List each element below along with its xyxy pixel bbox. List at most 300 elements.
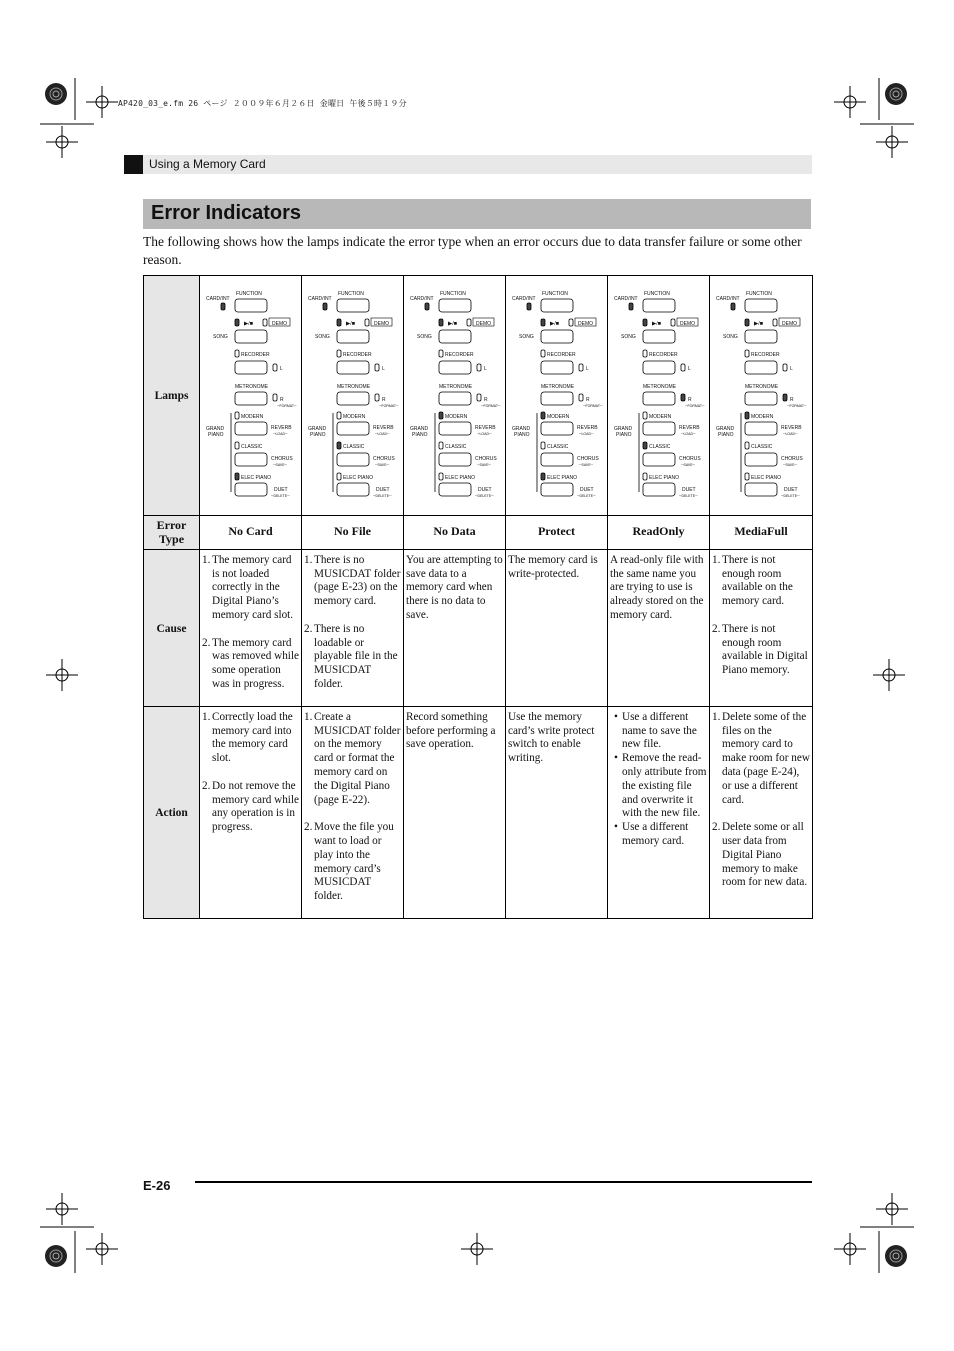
- footer-rule: [195, 1181, 812, 1183]
- piano-label: PIANO: [514, 432, 530, 438]
- cause-cell: [200, 549, 302, 706]
- bullet-icon: •: [614, 752, 618, 765]
- lamp-card-indicator: [323, 303, 327, 310]
- metronome-label: METRONOME: [337, 384, 371, 390]
- lamp-play-indicator: [337, 319, 341, 326]
- elec-piano-label: ELEC PIANO: [547, 475, 578, 481]
- format-label: ─FORMAT─: [481, 404, 501, 408]
- lamp-modern-indicator: [439, 412, 443, 419]
- list-item: [712, 623, 810, 678]
- section-header: [124, 155, 812, 174]
- lamp-panel-diagram: [404, 276, 504, 510]
- grand-label: GRAND: [614, 426, 633, 432]
- demo-label: DEMO: [476, 321, 491, 327]
- list-number: 1.: [712, 553, 721, 566]
- l-label: L: [688, 366, 691, 372]
- classic-label: CLASSIC: [241, 444, 263, 450]
- chorus-label: CHORUS: [373, 456, 395, 462]
- list-item: [202, 780, 299, 835]
- action-text: Use the memory card’s write protect switch to enable writing.: [508, 710, 595, 765]
- recorder-button: [643, 361, 675, 374]
- song-label: SONG: [723, 334, 738, 340]
- file-header-line: AP420_03_e.fm 26 ページ ２００９年６月２６日 金曜日 午後５時１９分: [118, 99, 407, 108]
- intro-paragraph: The following shows how the lamps indicate the error type when an error occurs due to data transfer failure or some other reason.: [143, 234, 802, 267]
- classic-label: CLASSIC: [547, 444, 569, 450]
- action-cell: [608, 706, 710, 918]
- chorus-label: CHORUS: [475, 456, 497, 462]
- lamp-recorder-indicator: [235, 350, 239, 357]
- function-button: [643, 299, 675, 312]
- cause-cell: [302, 549, 404, 706]
- action-row: [144, 706, 813, 918]
- play-stop-label: ▶/■: [652, 321, 662, 327]
- l-label: L: [382, 366, 385, 372]
- row-header-cause: Cause: [144, 549, 200, 706]
- metronome-label: METRONOME: [643, 384, 677, 390]
- lamps-row: [144, 276, 813, 516]
- lamp-r-indicator: [681, 394, 685, 401]
- action-list: [610, 711, 707, 849]
- lamp-modern-indicator: [337, 412, 341, 419]
- bullet-icon: •: [614, 710, 618, 723]
- list-item: [304, 554, 401, 609]
- card-int-label: CARD/INT: [614, 296, 638, 302]
- modern-button: [337, 422, 369, 435]
- error-type-cell: Protect: [506, 515, 608, 549]
- lamp-recorder-indicator: [643, 350, 647, 357]
- lamp-r-indicator: [477, 394, 481, 401]
- modern-button: [235, 422, 267, 435]
- lamp-panel-diagram: [302, 276, 402, 510]
- lamp-demo-indicator: [569, 319, 573, 326]
- function-button: [745, 299, 777, 312]
- lamp-play-indicator: [235, 319, 239, 326]
- cause-list: [712, 554, 810, 678]
- metronome-button: [541, 392, 573, 405]
- lamp-play-indicator: [745, 319, 749, 326]
- delete-label: ─DELETE─: [781, 494, 800, 498]
- chorus-label: CHORUS: [679, 456, 701, 462]
- page-number: E-26: [143, 1178, 171, 1193]
- list-item: [304, 623, 401, 692]
- play-stop-label: ▶/■: [754, 321, 764, 327]
- reverb-label: REVERB: [271, 425, 292, 431]
- function-button: [337, 299, 369, 312]
- action-text: Record something before performing a save operation.: [406, 710, 496, 751]
- classic-button: [745, 453, 777, 466]
- lamp-l-indicator: [375, 364, 379, 371]
- demo-label: DEMO: [680, 321, 695, 327]
- lamp-classic-indicator: [235, 442, 239, 449]
- r-label: R: [688, 397, 692, 403]
- recorder-button: [745, 361, 777, 374]
- classic-button: [541, 453, 573, 466]
- action-list: [202, 711, 299, 835]
- elec-piano-label: ELEC PIANO: [445, 475, 476, 481]
- r-label: R: [586, 397, 590, 403]
- elec-piano-button: [541, 483, 573, 496]
- error-type-cell: MediaFull: [710, 515, 813, 549]
- cause-list: [202, 554, 299, 692]
- list-item-text: Create a MUSICDAT folder on the memory card or format the memory card on the Digital Piano (page E-22).: [314, 710, 401, 806]
- recorder-label: RECORDER: [751, 352, 780, 358]
- lamp-recorder-indicator: [337, 350, 341, 357]
- metronome-button: [745, 392, 777, 405]
- elec-piano-button: [439, 483, 471, 496]
- modern-button: [439, 422, 471, 435]
- recorder-label: RECORDER: [241, 352, 270, 358]
- lamp-demo-indicator: [263, 319, 267, 326]
- recorder-label: RECORDER: [649, 352, 678, 358]
- list-item-text: There is not enough room available in Digital Piano memory.: [722, 622, 808, 677]
- metronome-label: METRONOME: [235, 384, 269, 390]
- action-cell: [200, 706, 302, 918]
- lamp-panel-diagram: [710, 276, 810, 510]
- r-label: R: [280, 397, 284, 403]
- save-label: ─SAVE─: [681, 463, 696, 467]
- metronome-label: METRONOME: [541, 384, 575, 390]
- song-label: SONG: [213, 334, 228, 340]
- r-label: R: [790, 397, 794, 403]
- modern-button: [541, 422, 573, 435]
- classic-label: CLASSIC: [649, 444, 671, 450]
- classic-button: [235, 453, 267, 466]
- lamp-card-indicator: [221, 303, 225, 310]
- action-list: [304, 711, 401, 904]
- list-item-text: Correctly load the memory card into the memory card slot.: [212, 710, 293, 765]
- action-cell: [404, 706, 506, 918]
- cause-cell: [506, 549, 608, 706]
- metronome-button: [643, 392, 675, 405]
- recorder-label: RECORDER: [547, 352, 576, 358]
- l-label: L: [586, 366, 589, 372]
- lamp-panel-diagram: [506, 276, 606, 510]
- recorder-button: [235, 361, 267, 374]
- list-number: 1.: [304, 553, 313, 566]
- delete-label: ─DELETE─: [577, 494, 596, 498]
- save-label: ─SAVE─: [273, 463, 288, 467]
- function-label: FUNCTION: [338, 291, 364, 297]
- cause-cell: [710, 549, 813, 706]
- piano-label: PIANO: [412, 432, 428, 438]
- song-button: [643, 330, 675, 343]
- play-stop-label: ▶/■: [550, 321, 560, 327]
- list-item-text: Delete some of the files on the memory card to make room for new data (page E-24), or use a different card.: [722, 710, 810, 806]
- lamp-recorder-indicator: [541, 350, 545, 357]
- save-label: ─SAVE─: [783, 463, 798, 467]
- lamp-play-indicator: [643, 319, 647, 326]
- load-label: ─LOAD─: [375, 432, 390, 436]
- song-button: [235, 330, 267, 343]
- play-stop-label: ▶/■: [244, 321, 254, 327]
- modern-label: MODERN: [649, 414, 672, 420]
- format-label: ─FORMAT─: [379, 404, 399, 408]
- list-item: [712, 554, 810, 609]
- modern-label: MODERN: [241, 414, 264, 420]
- grand-label: GRAND: [206, 426, 225, 432]
- list-item: [202, 554, 299, 623]
- lamp-recorder-indicator: [439, 350, 443, 357]
- song-label: SONG: [315, 334, 330, 340]
- cause-row: [144, 549, 813, 706]
- metronome-button: [235, 392, 267, 405]
- recorder-button: [541, 361, 573, 374]
- function-button: [235, 299, 267, 312]
- lamp-panel-cell: [710, 276, 813, 516]
- save-label: ─SAVE─: [375, 463, 390, 467]
- list-number: 2.: [202, 779, 211, 792]
- reverb-label: REVERB: [679, 425, 700, 431]
- lamp-demo-indicator: [467, 319, 471, 326]
- reverb-label: REVERB: [475, 425, 496, 431]
- action-cell: [710, 706, 813, 918]
- list-item-text: Delete some or all user data from Digital Piano memory to make room for new data.: [722, 821, 808, 889]
- row-header-error-type-line2: Type: [158, 532, 185, 547]
- action-cell: [302, 706, 404, 918]
- list-number: 2.: [304, 622, 313, 635]
- list-item-text: Use a different memory card.: [622, 821, 689, 847]
- song-label: SONG: [621, 334, 636, 340]
- function-button: [439, 299, 471, 312]
- grand-label: GRAND: [512, 426, 531, 432]
- list-number: 2.: [712, 622, 721, 635]
- lamp-r-indicator: [579, 394, 583, 401]
- list-item: [610, 752, 707, 821]
- duet-label: DUET: [274, 487, 288, 493]
- function-label: FUNCTION: [746, 291, 772, 297]
- duet-label: DUET: [376, 487, 390, 493]
- card-int-label: CARD/INT: [308, 296, 332, 302]
- duet-label: DUET: [478, 487, 492, 493]
- list-number: 1.: [202, 710, 211, 723]
- song-label: SONG: [417, 334, 432, 340]
- lamp-r-indicator: [273, 394, 277, 401]
- grand-label: GRAND: [308, 426, 327, 432]
- l-label: L: [484, 366, 487, 372]
- elec-piano-label: ELEC PIANO: [649, 475, 680, 481]
- lamp-panel-cell: [608, 276, 710, 516]
- song-label: SONG: [519, 334, 534, 340]
- elec-piano-label: ELEC PIANO: [343, 475, 374, 481]
- action-list: [712, 711, 810, 890]
- page-title: Error Indicators: [151, 202, 302, 224]
- format-label: ─FORMAT─: [787, 404, 807, 408]
- list-item: [610, 711, 707, 752]
- duet-label: DUET: [784, 487, 798, 493]
- classic-button: [337, 453, 369, 466]
- grand-label: GRAND: [410, 426, 429, 432]
- lamp-elec-indicator: [643, 473, 647, 480]
- action-cell: [506, 706, 608, 918]
- load-label: ─LOAD─: [783, 432, 798, 436]
- card-int-label: CARD/INT: [716, 296, 740, 302]
- card-int-label: CARD/INT: [410, 296, 434, 302]
- lamp-l-indicator: [477, 364, 481, 371]
- list-item: [712, 711, 810, 808]
- delete-label: ─DELETE─: [373, 494, 392, 498]
- lamp-l-indicator: [681, 364, 685, 371]
- lamp-classic-indicator: [439, 442, 443, 449]
- list-item-text: There is not enough room available on the memory card.: [722, 553, 793, 608]
- recorder-label: RECORDER: [343, 352, 372, 358]
- modern-label: MODERN: [547, 414, 570, 420]
- classic-label: CLASSIC: [445, 444, 467, 450]
- demo-label: DEMO: [374, 321, 389, 327]
- lamp-demo-indicator: [671, 319, 675, 326]
- list-number: 2.: [304, 821, 313, 834]
- modern-label: MODERN: [343, 414, 366, 420]
- chorus-label: CHORUS: [271, 456, 293, 462]
- classic-label: CLASSIC: [343, 444, 365, 450]
- metronome-label: METRONOME: [439, 384, 473, 390]
- duet-label: DUET: [580, 487, 594, 493]
- list-number: 2.: [202, 636, 211, 649]
- lamp-play-indicator: [439, 319, 443, 326]
- save-label: ─SAVE─: [477, 463, 492, 467]
- elec-piano-button: [235, 483, 267, 496]
- function-label: FUNCTION: [236, 291, 262, 297]
- row-header-error-type: [144, 515, 200, 549]
- list-item-text: There is no loadable or playable file in the MUSICDAT folder.: [314, 622, 398, 690]
- modern-button: [745, 422, 777, 435]
- lamp-classic-indicator: [541, 442, 545, 449]
- r-label: R: [484, 397, 488, 403]
- l-label: L: [280, 366, 283, 372]
- error-indicators-table: [143, 275, 813, 919]
- elec-piano-label: ELEC PIANO: [751, 475, 782, 481]
- song-button: [745, 330, 777, 343]
- elec-piano-button: [337, 483, 369, 496]
- function-label: FUNCTION: [440, 291, 466, 297]
- section-label: Using a Memory Card: [149, 157, 266, 171]
- error-type-cell: No Data: [404, 515, 506, 549]
- play-stop-label: ▶/■: [448, 321, 458, 327]
- cause-text: A read-only file with the same name you are trying to use is already stored on the memory card.: [610, 553, 704, 621]
- list-item: [712, 821, 810, 890]
- list-number: 1.: [304, 710, 313, 723]
- r-label: R: [382, 397, 386, 403]
- metronome-label: METRONOME: [745, 384, 779, 390]
- format-label: ─FORMAT─: [685, 404, 705, 408]
- list-item-text: Move the file you want to load or play into the memory card’s MUSICDAT folder.: [314, 821, 394, 903]
- list-number: 1.: [202, 553, 211, 566]
- lamp-r-indicator: [375, 394, 379, 401]
- lamp-play-indicator: [541, 319, 545, 326]
- list-item-text: There is no MUSICDAT folder (page E-23) on the memory card.: [314, 553, 401, 608]
- card-int-label: CARD/INT: [206, 296, 230, 302]
- row-header-lamps: Lamps: [144, 276, 200, 516]
- metronome-button: [337, 392, 369, 405]
- lamp-panel-cell: [506, 276, 608, 516]
- list-item-text: The memory card is not loaded correctly in the Digital Piano’s memory card slot.: [212, 553, 294, 621]
- play-stop-label: ▶/■: [346, 321, 356, 327]
- error-type-cell: No File: [302, 515, 404, 549]
- page-title-bar: [143, 199, 811, 229]
- elec-piano-button: [643, 483, 675, 496]
- list-item: [202, 711, 299, 766]
- load-label: ─LOAD─: [681, 432, 696, 436]
- duet-label: DUET: [682, 487, 696, 493]
- lamp-card-indicator: [731, 303, 735, 310]
- modern-button: [643, 422, 675, 435]
- row-header-action: Action: [144, 706, 200, 918]
- modern-label: MODERN: [445, 414, 468, 420]
- list-number: 1.: [712, 710, 721, 723]
- function-label: FUNCTION: [542, 291, 568, 297]
- grand-label: GRAND: [716, 426, 735, 432]
- lamp-panel-diagram: [608, 276, 708, 510]
- list-item-text: The memory card was removed while some operation was in progress.: [212, 636, 299, 690]
- demo-label: DEMO: [782, 321, 797, 327]
- load-label: ─LOAD─: [273, 432, 288, 436]
- elec-piano-label: ELEC PIANO: [241, 475, 272, 481]
- modern-label: MODERN: [751, 414, 774, 420]
- load-label: ─LOAD─: [579, 432, 594, 436]
- lamp-panel-cell: [302, 276, 404, 516]
- lamp-elec-indicator: [337, 473, 341, 480]
- lamp-panel-cell: [200, 276, 302, 516]
- bullet-icon: •: [614, 821, 618, 834]
- lamp-l-indicator: [783, 364, 787, 371]
- elec-piano-button: [745, 483, 777, 496]
- lamp-recorder-indicator: [745, 350, 749, 357]
- lamp-panel-cell: [404, 276, 506, 516]
- lamp-elec-indicator: [235, 473, 239, 480]
- list-item-text: Use a different name to save the new file.: [622, 710, 697, 751]
- error-type-cell: ReadOnly: [608, 515, 710, 549]
- classic-button: [439, 453, 471, 466]
- lamp-card-indicator: [527, 303, 531, 310]
- function-label: FUNCTION: [644, 291, 670, 297]
- lamp-demo-indicator: [773, 319, 777, 326]
- card-int-label: CARD/INT: [512, 296, 536, 302]
- format-label: ─FORMAT─: [583, 404, 603, 408]
- piano-label: PIANO: [208, 432, 224, 438]
- lamp-elec-indicator: [745, 473, 749, 480]
- classic-label: CLASSIC: [751, 444, 773, 450]
- lamp-modern-indicator: [541, 412, 545, 419]
- delete-label: ─DELETE─: [271, 494, 290, 498]
- lamp-card-indicator: [425, 303, 429, 310]
- lamp-modern-indicator: [745, 412, 749, 419]
- lamp-modern-indicator: [643, 412, 647, 419]
- cause-text: You are attempting to save data to a memory card when there is no data to save.: [406, 553, 503, 621]
- piano-label: PIANO: [718, 432, 734, 438]
- delete-label: ─DELETE─: [475, 494, 494, 498]
- recorder-button: [439, 361, 471, 374]
- lamp-r-indicator: [783, 394, 787, 401]
- reverb-label: REVERB: [781, 425, 802, 431]
- song-button: [541, 330, 573, 343]
- lamp-l-indicator: [273, 364, 277, 371]
- format-label: ─FORMAT─: [277, 404, 297, 408]
- demo-label: DEMO: [578, 321, 593, 327]
- reverb-label: REVERB: [373, 425, 394, 431]
- l-label: L: [790, 366, 793, 372]
- lamp-card-indicator: [629, 303, 633, 310]
- chorus-label: CHORUS: [781, 456, 803, 462]
- list-item: [202, 637, 299, 692]
- lamp-modern-indicator: [235, 412, 239, 419]
- list-item-text: Remove the read-only attribute from the existing file and overwrite it with the new file.: [622, 752, 707, 820]
- list-item: [610, 821, 707, 849]
- cause-list: [304, 554, 401, 692]
- lamp-panel-diagram: [200, 276, 300, 510]
- recorder-button: [337, 361, 369, 374]
- chorus-label: CHORUS: [577, 456, 599, 462]
- error-type-cell: No Card: [200, 515, 302, 549]
- cause-cell: [608, 549, 710, 706]
